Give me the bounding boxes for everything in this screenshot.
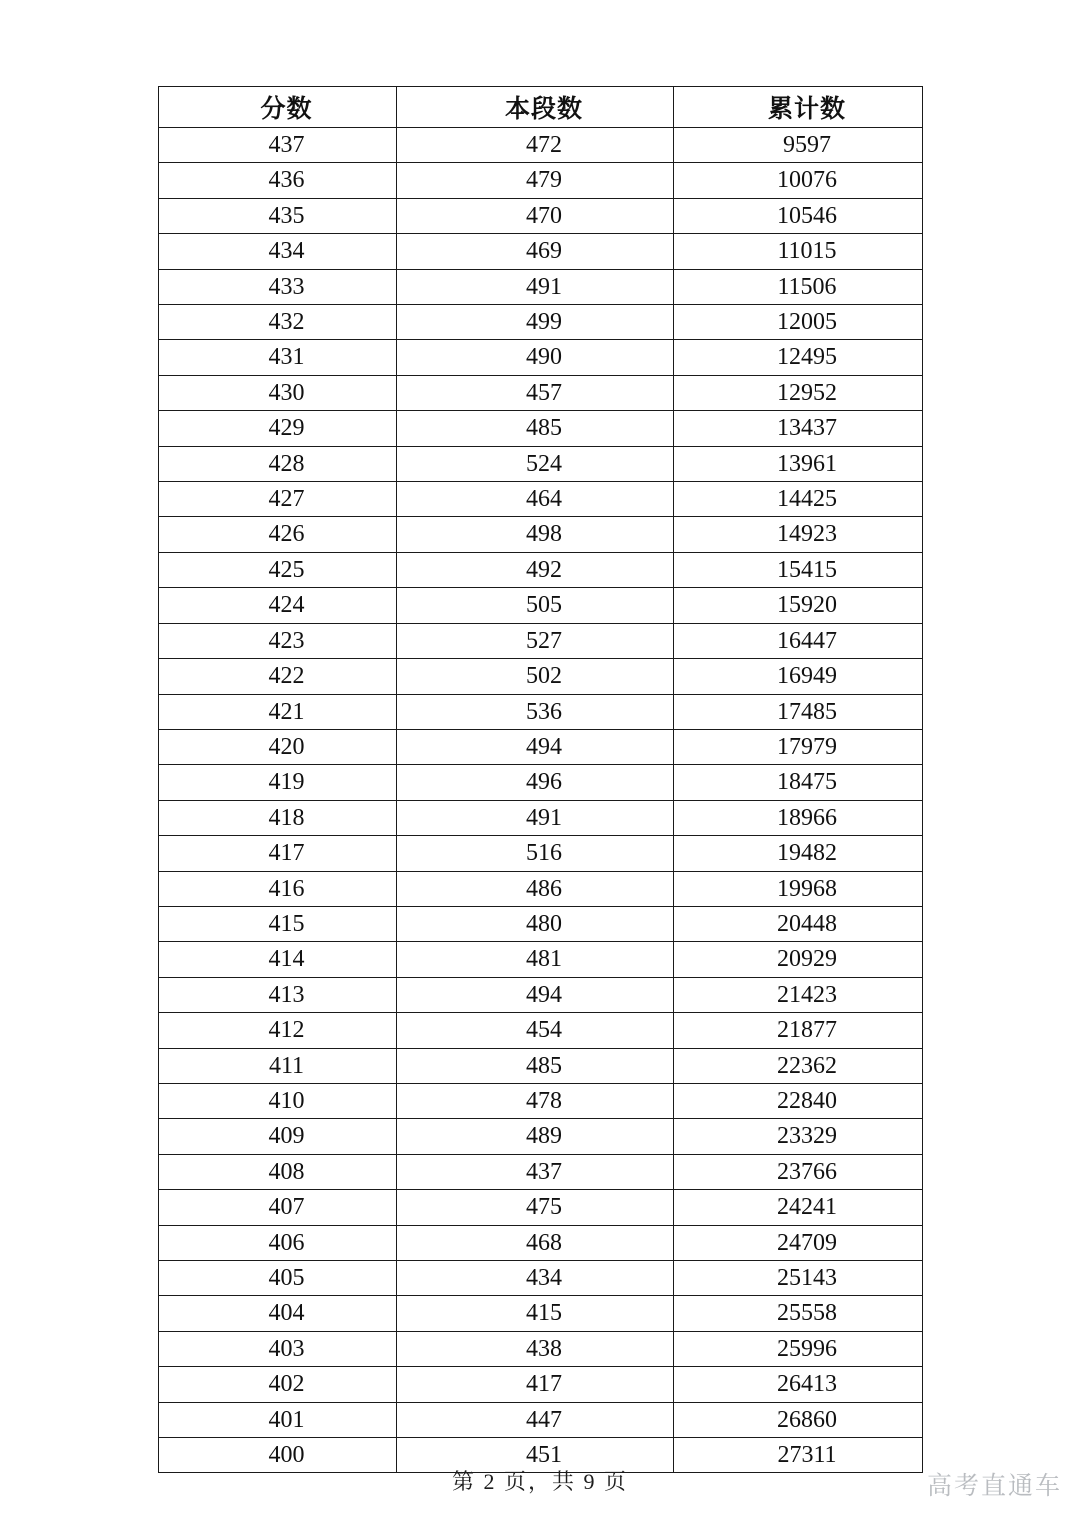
page-number-footer: 第 2 页，共 9 页 [451, 1469, 628, 1494]
table-row [159, 942, 923, 977]
cell-cumulative-count: 12952 [674, 375, 923, 410]
cell-score: 418 [159, 800, 397, 835]
table-row [159, 411, 923, 446]
cell-cumulative-count: 12005 [674, 305, 923, 340]
table-row [159, 269, 923, 304]
cell-cumulative-count: 11015 [674, 234, 923, 269]
cell-cumulative-count: 13437 [674, 411, 923, 446]
table-row [159, 1261, 923, 1296]
cell-score: 424 [159, 588, 397, 623]
cell-band-count: 480 [397, 906, 674, 941]
cell-cumulative-count: 21877 [674, 1013, 923, 1048]
cell-score: 436 [159, 163, 397, 198]
cell-score: 420 [159, 729, 397, 764]
cell-cumulative-count: 27311 [674, 1438, 923, 1473]
cell-cumulative-count: 13961 [674, 446, 923, 481]
cell-band-count: 451 [397, 1438, 674, 1473]
table-row [159, 694, 923, 729]
cell-cumulative-count: 23329 [674, 1119, 923, 1154]
table-row [159, 1119, 923, 1154]
table-row [159, 1402, 923, 1437]
cell-cumulative-count: 14425 [674, 482, 923, 517]
table-row [159, 375, 923, 410]
table-row [159, 659, 923, 694]
cell-band-count: 417 [397, 1367, 674, 1402]
cell-band-count: 475 [397, 1190, 674, 1225]
cell-cumulative-count: 12495 [674, 340, 923, 375]
cell-score: 405 [159, 1261, 397, 1296]
cell-band-count: 498 [397, 517, 674, 552]
table-row [159, 1296, 923, 1331]
table-row [159, 1225, 923, 1260]
cell-band-count: 447 [397, 1402, 674, 1437]
column-header-score: 分数 [159, 87, 397, 128]
cell-cumulative-count: 14923 [674, 517, 923, 552]
cell-band-count: 454 [397, 1013, 674, 1048]
cell-score: 422 [159, 659, 397, 694]
cell-cumulative-count: 10076 [674, 163, 923, 198]
cell-cumulative-count: 19482 [674, 836, 923, 871]
cell-band-count: 434 [397, 1261, 674, 1296]
table-row [159, 906, 923, 941]
table-row [159, 1154, 923, 1189]
cell-score: 408 [159, 1154, 397, 1189]
table-row [159, 305, 923, 340]
table-row [159, 234, 923, 269]
cell-cumulative-count: 25558 [674, 1296, 923, 1331]
cell-band-count: 494 [397, 977, 674, 1012]
cell-score: 401 [159, 1402, 397, 1437]
cell-cumulative-count: 22362 [674, 1048, 923, 1083]
watermark-label: 高考直通车 [926, 1472, 1062, 1500]
cell-band-count: 516 [397, 836, 674, 871]
cell-band-count: 472 [397, 128, 674, 163]
table-row [159, 765, 923, 800]
cell-band-count: 494 [397, 729, 674, 764]
cell-cumulative-count: 10546 [674, 198, 923, 233]
cell-cumulative-count: 24709 [674, 1225, 923, 1260]
cell-cumulative-count: 20448 [674, 906, 923, 941]
cell-cumulative-count: 17485 [674, 694, 923, 729]
table-row [159, 517, 923, 552]
table-row [159, 1190, 923, 1225]
score-distribution-table [158, 86, 923, 1473]
cell-score: 419 [159, 765, 397, 800]
cell-score: 402 [159, 1367, 397, 1402]
cell-band-count: 536 [397, 694, 674, 729]
table-row [159, 588, 923, 623]
table-row [159, 800, 923, 835]
cell-band-count: 481 [397, 942, 674, 977]
cell-score: 429 [159, 411, 397, 446]
table-header-row [159, 87, 923, 128]
cell-band-count: 491 [397, 269, 674, 304]
cell-band-count: 464 [397, 482, 674, 517]
cell-band-count: 479 [397, 163, 674, 198]
cell-score: 428 [159, 446, 397, 481]
table-row [159, 977, 923, 1012]
table-header [159, 87, 923, 128]
cell-cumulative-count: 19968 [674, 871, 923, 906]
cell-score: 435 [159, 198, 397, 233]
cell-cumulative-count: 16447 [674, 623, 923, 658]
table-row [159, 871, 923, 906]
cell-score: 425 [159, 552, 397, 587]
cell-band-count: 489 [397, 1119, 674, 1154]
cell-cumulative-count: 17979 [674, 729, 923, 764]
cell-score: 423 [159, 623, 397, 658]
cell-cumulative-count: 24241 [674, 1190, 923, 1225]
cell-score: 426 [159, 517, 397, 552]
cell-cumulative-count: 9597 [674, 128, 923, 163]
cell-band-count: 486 [397, 871, 674, 906]
table-row [159, 552, 923, 587]
table-row [159, 729, 923, 764]
cell-band-count: 505 [397, 588, 674, 623]
table-row [159, 446, 923, 481]
cell-band-count: 469 [397, 234, 674, 269]
cell-score: 430 [159, 375, 397, 410]
cell-band-count: 499 [397, 305, 674, 340]
cell-cumulative-count: 26860 [674, 1402, 923, 1437]
cell-band-count: 527 [397, 623, 674, 658]
cell-band-count: 485 [397, 1048, 674, 1083]
cell-band-count: 468 [397, 1225, 674, 1260]
cell-cumulative-count: 20929 [674, 942, 923, 977]
table-row [159, 198, 923, 233]
cell-band-count: 485 [397, 411, 674, 446]
cell-score: 409 [159, 1119, 397, 1154]
table-row [159, 1083, 923, 1118]
cell-score: 407 [159, 1190, 397, 1225]
table-row [159, 1331, 923, 1366]
cell-score: 414 [159, 942, 397, 977]
table-row [159, 1367, 923, 1402]
cell-band-count: 502 [397, 659, 674, 694]
table-row [159, 340, 923, 375]
cell-cumulative-count: 11506 [674, 269, 923, 304]
cell-score: 415 [159, 906, 397, 941]
cell-score: 403 [159, 1331, 397, 1366]
cell-band-count: 415 [397, 1296, 674, 1331]
cell-cumulative-count: 23766 [674, 1154, 923, 1189]
table-row [159, 836, 923, 871]
cell-cumulative-count: 25143 [674, 1261, 923, 1296]
cell-band-count: 437 [397, 1154, 674, 1189]
cell-score: 410 [159, 1083, 397, 1118]
cell-score: 434 [159, 234, 397, 269]
cell-cumulative-count: 21423 [674, 977, 923, 1012]
column-header-cumulative-count: 累计数 [674, 87, 923, 128]
cell-score: 431 [159, 340, 397, 375]
column-header-band-count: 本段数 [397, 87, 674, 128]
cell-cumulative-count: 18475 [674, 765, 923, 800]
table-row [159, 128, 923, 163]
cell-band-count: 496 [397, 765, 674, 800]
cell-band-count: 457 [397, 375, 674, 410]
cell-band-count: 492 [397, 552, 674, 587]
cell-score: 421 [159, 694, 397, 729]
cell-cumulative-count: 22840 [674, 1083, 923, 1118]
table-row [159, 623, 923, 658]
score-table-container [158, 86, 922, 1473]
cell-score: 427 [159, 482, 397, 517]
cell-cumulative-count: 15920 [674, 588, 923, 623]
table-row [159, 163, 923, 198]
cell-band-count: 478 [397, 1083, 674, 1118]
cell-score: 404 [159, 1296, 397, 1331]
cell-cumulative-count: 18966 [674, 800, 923, 835]
cell-band-count: 470 [397, 198, 674, 233]
cell-band-count: 490 [397, 340, 674, 375]
cell-score: 416 [159, 871, 397, 906]
cell-score: 412 [159, 1013, 397, 1048]
cell-cumulative-count: 16949 [674, 659, 923, 694]
cell-score: 413 [159, 977, 397, 1012]
cell-score: 411 [159, 1048, 397, 1083]
cell-band-count: 491 [397, 800, 674, 835]
cell-score: 417 [159, 836, 397, 871]
table-row [159, 1013, 923, 1048]
cell-band-count: 524 [397, 446, 674, 481]
table-row [159, 1048, 923, 1083]
cell-score: 433 [159, 269, 397, 304]
table-row [159, 482, 923, 517]
cell-cumulative-count: 15415 [674, 552, 923, 587]
cell-score: 432 [159, 305, 397, 340]
cell-score: 437 [159, 128, 397, 163]
cell-score: 406 [159, 1225, 397, 1260]
cell-cumulative-count: 25996 [674, 1331, 923, 1366]
table-body [159, 128, 923, 1473]
cell-band-count: 438 [397, 1331, 674, 1366]
cell-score: 400 [159, 1438, 397, 1473]
cell-cumulative-count: 26413 [674, 1367, 923, 1402]
